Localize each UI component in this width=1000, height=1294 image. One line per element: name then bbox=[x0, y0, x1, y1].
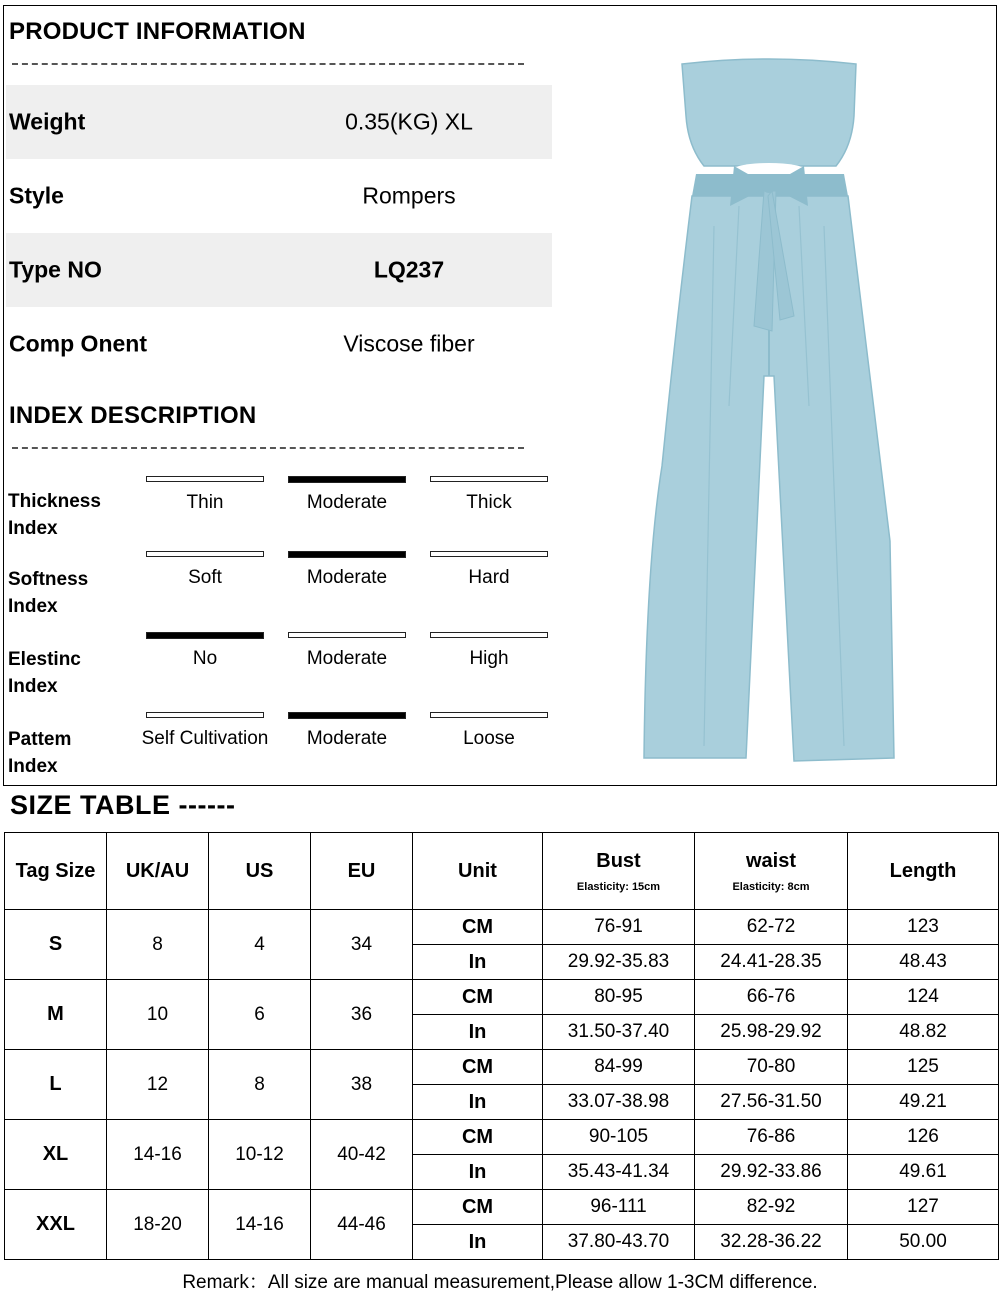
index-row-thickness bbox=[6, 476, 552, 546]
index-option: No bbox=[146, 632, 264, 692]
unit-cell: CM bbox=[413, 1120, 543, 1155]
unit-cell: CM bbox=[413, 1050, 543, 1085]
eu-cell: 40-42 bbox=[311, 1120, 413, 1190]
unit-cell: CM bbox=[413, 1190, 543, 1225]
us-cell: 10-12 bbox=[209, 1120, 311, 1190]
index-option: Loose bbox=[430, 712, 548, 772]
length-cell: 126 bbox=[848, 1120, 999, 1155]
eu-cell: 34 bbox=[311, 910, 413, 980]
index-bar bbox=[430, 551, 548, 557]
length-cell: 48.43 bbox=[848, 945, 999, 980]
index-bar bbox=[146, 712, 264, 718]
unit-cell: In bbox=[413, 1085, 543, 1120]
bust-cell: 80-95 bbox=[543, 980, 695, 1015]
bust-cell: 96-111 bbox=[543, 1190, 695, 1225]
size-table-header-row bbox=[5, 833, 999, 910]
index-bar bbox=[430, 712, 548, 718]
index-option: Moderate bbox=[288, 476, 406, 536]
header-bust: Bust Elasticity: 15cm bbox=[543, 833, 695, 910]
header-eu: EU bbox=[311, 833, 413, 910]
index-option: Moderate bbox=[288, 551, 406, 611]
unit-cell: In bbox=[413, 945, 543, 980]
us-cell: 6 bbox=[209, 980, 311, 1050]
index-option: Moderate bbox=[288, 632, 406, 692]
waist-cell: 70-80 bbox=[695, 1050, 848, 1085]
tag-size-cell: S bbox=[5, 910, 107, 980]
index-row-softness bbox=[6, 551, 552, 621]
table-row bbox=[5, 1120, 999, 1155]
us-cell: 14-16 bbox=[209, 1190, 311, 1260]
us-cell: 8 bbox=[209, 1050, 311, 1120]
bust-cell: 33.07-38.98 bbox=[543, 1085, 695, 1120]
tag-size-cell: M bbox=[5, 980, 107, 1050]
index-option: Moderate bbox=[288, 712, 406, 772]
uk-au-cell: 12 bbox=[107, 1050, 209, 1120]
info-row-style bbox=[6, 159, 552, 233]
info-row-component bbox=[6, 307, 552, 381]
bust-cell: 76-91 bbox=[543, 910, 695, 945]
waist-cell: 25.98-29.92 bbox=[695, 1015, 848, 1050]
unit-cell: CM bbox=[413, 980, 543, 1015]
bust-cell: 37.80-43.70 bbox=[543, 1225, 695, 1260]
index-bar bbox=[288, 632, 406, 638]
length-cell: 127 bbox=[848, 1190, 999, 1225]
header-length: Length bbox=[848, 833, 999, 910]
tag-size-cell: XXL bbox=[5, 1190, 107, 1260]
uk-au-cell: 8 bbox=[107, 910, 209, 980]
index-option: Soft bbox=[146, 551, 264, 611]
waist-cell: 76-86 bbox=[695, 1120, 848, 1155]
bust-cell: 31.50-37.40 bbox=[543, 1015, 695, 1050]
index-label: Elestinc Index bbox=[8, 649, 81, 697]
length-cell: 125 bbox=[848, 1050, 999, 1085]
info-label: Style bbox=[9, 182, 64, 209]
waist-cell: 62-72 bbox=[695, 910, 848, 945]
size-table-title: SIZE TABLE ------ bbox=[10, 790, 236, 820]
us-cell: 4 bbox=[209, 910, 311, 980]
bust-cell: 90-105 bbox=[543, 1120, 695, 1155]
waist-cell: 29.92-33.86 bbox=[695, 1155, 848, 1190]
bust-elasticity-note: Elasticity: 15cm bbox=[576, 880, 661, 893]
waist-cell: 24.41-28.35 bbox=[695, 945, 848, 980]
header-uk-au: UK/AU bbox=[107, 833, 209, 910]
dashed-divider bbox=[12, 63, 524, 65]
info-value: Rompers bbox=[362, 182, 456, 209]
size-table bbox=[4, 832, 999, 1260]
tag-size-cell: XL bbox=[5, 1120, 107, 1190]
length-cell: 124 bbox=[848, 980, 999, 1015]
waist-cell: 66-76 bbox=[695, 980, 848, 1015]
index-option: Thin bbox=[146, 476, 264, 536]
index-option: Self Cultivation bbox=[146, 712, 264, 772]
unit-cell: In bbox=[413, 1225, 543, 1260]
tag-size-cell: L bbox=[5, 1050, 107, 1120]
index-label: Thickness Index bbox=[8, 491, 101, 539]
info-row-type-no bbox=[6, 233, 552, 307]
bust-cell: 84-99 bbox=[543, 1050, 695, 1085]
index-bar bbox=[430, 476, 548, 482]
uk-au-cell: 14-16 bbox=[107, 1120, 209, 1190]
length-cell: 49.61 bbox=[848, 1155, 999, 1190]
info-value: 0.35(KG) XL bbox=[345, 108, 473, 135]
index-bar bbox=[146, 476, 264, 482]
info-label: Comp Onent bbox=[9, 330, 147, 357]
info-value: LQ237 bbox=[373, 256, 445, 283]
table-row bbox=[5, 1190, 999, 1225]
length-cell: 48.82 bbox=[848, 1015, 999, 1050]
bust-cell: 29.92-35.83 bbox=[543, 945, 695, 980]
index-bar bbox=[288, 712, 406, 719]
waist-elasticity-note: Elasticity: 8cm bbox=[732, 880, 810, 893]
index-option: Thick bbox=[430, 476, 548, 536]
unit-cell: In bbox=[413, 1155, 543, 1190]
length-cell: 49.21 bbox=[848, 1085, 999, 1120]
table-row bbox=[5, 910, 999, 945]
info-row-weight bbox=[6, 85, 552, 159]
jumpsuit-product-image bbox=[604, 46, 934, 776]
header-tag-size: Tag Size bbox=[5, 833, 107, 910]
product-info-panel bbox=[3, 5, 997, 786]
table-row bbox=[5, 980, 999, 1015]
eu-cell: 38 bbox=[311, 1050, 413, 1120]
uk-au-cell: 10 bbox=[107, 980, 209, 1050]
index-label: Softness Index bbox=[8, 569, 89, 617]
header-unit: Unit bbox=[413, 833, 543, 910]
length-cell: 50.00 bbox=[848, 1225, 999, 1260]
info-label: Weight bbox=[9, 108, 86, 135]
header-waist: waist Elasticity: 8cm bbox=[695, 833, 848, 910]
remark-note: Remark：All size are manual measurement,Please allow 1-3CM difference. bbox=[182, 1272, 818, 1293]
info-label: Type NO bbox=[9, 256, 102, 283]
index-bar bbox=[146, 551, 264, 557]
index-option: High bbox=[430, 632, 548, 692]
index-bar bbox=[430, 632, 548, 638]
index-bar bbox=[288, 476, 406, 483]
eu-cell: 44-46 bbox=[311, 1190, 413, 1260]
index-row-elastic bbox=[6, 632, 552, 702]
unit-cell: CM bbox=[413, 910, 543, 945]
eu-cell: 36 bbox=[311, 980, 413, 1050]
info-value: Viscose fiber bbox=[343, 330, 475, 357]
table-row bbox=[5, 1050, 999, 1085]
index-label: Pattem Index bbox=[8, 729, 72, 777]
dashed-divider bbox=[12, 447, 524, 449]
waist-cell: 32.28-36.22 bbox=[695, 1225, 848, 1260]
uk-au-cell: 18-20 bbox=[107, 1190, 209, 1260]
bust-cell: 35.43-41.34 bbox=[543, 1155, 695, 1190]
product-info-title: PRODUCT INFORMATION bbox=[9, 18, 306, 45]
unit-cell: In bbox=[413, 1015, 543, 1050]
waist-cell: 27.56-31.50 bbox=[695, 1085, 848, 1120]
index-row-pattern bbox=[6, 712, 552, 782]
header-us: US bbox=[209, 833, 311, 910]
index-option: Hard bbox=[430, 551, 548, 611]
index-bar bbox=[146, 632, 264, 639]
index-bar bbox=[288, 551, 406, 558]
waist-cell: 82-92 bbox=[695, 1190, 848, 1225]
index-description-title: INDEX DESCRIPTION bbox=[9, 402, 257, 429]
length-cell: 123 bbox=[848, 910, 999, 945]
